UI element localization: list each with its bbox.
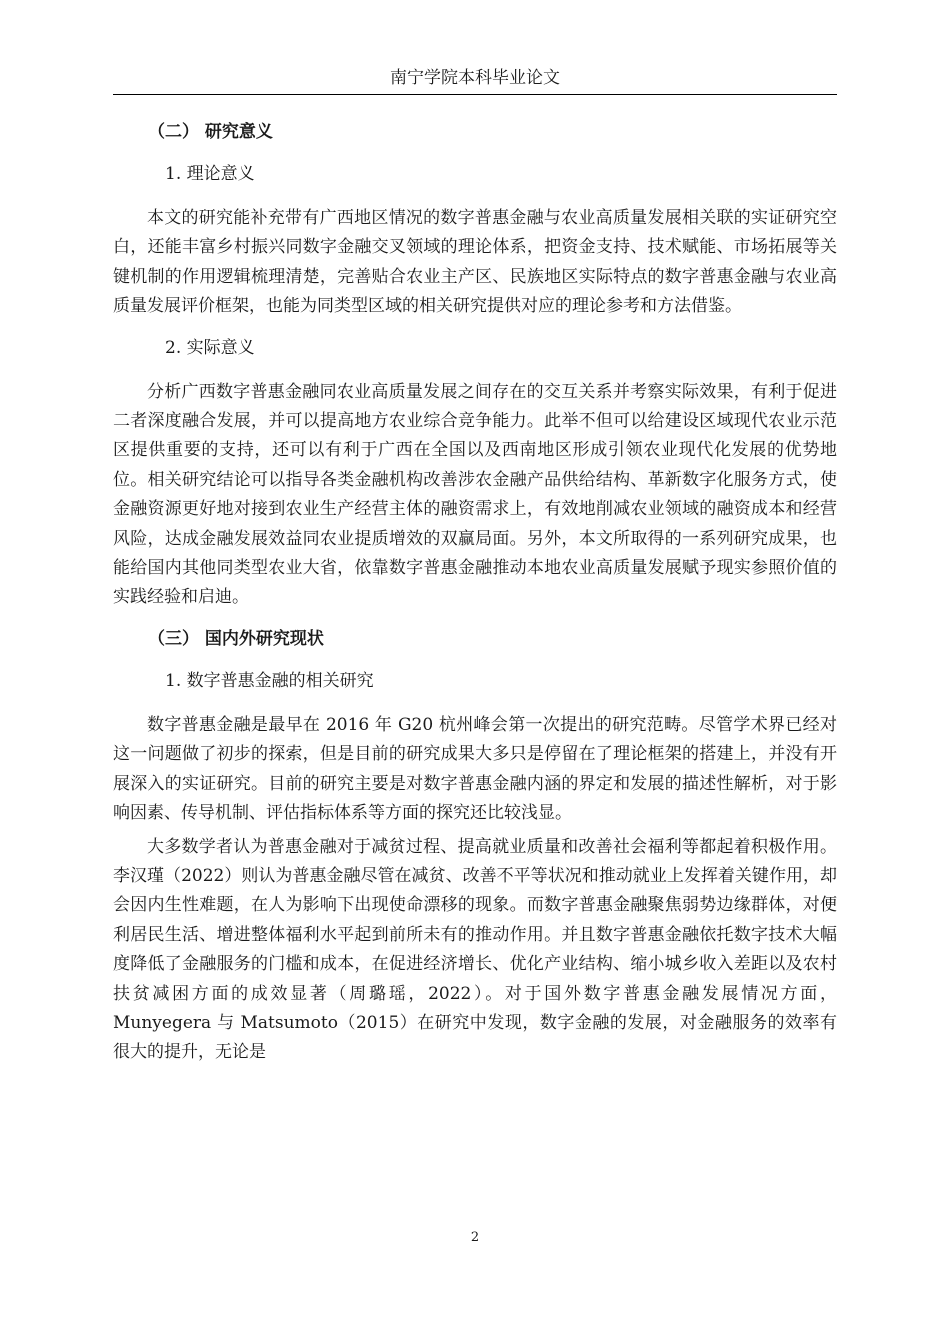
page-header: 南宁学院本科毕业论文	[113, 64, 837, 95]
paragraph-digital-finance-origin: 数字普惠金融是最早在 2016 年 G20 杭州峰会第一次提出的研究范畴。尽管学术界已经对这一问题做了初步的探索，但是目前的研究成果大多只是停留在了理论框架的搭建上，并没有开展深入的实证研究。目前的研究主要是对数字普惠金融内涵的界定和发展的描述性解析，对于影响因素、传导机制、评估指标体系等方面的探究还比较浅显。	[113, 714, 837, 824]
paragraph-digital-finance-effects: 大多数学者认为普惠金融对于减贫过程、提高就业质量和改善社会福利等都起着积极作用。李汉瑾（2022）则认为普惠金融尽管在减贫、改善不平等状况和推动就业上发挥着关键作用，却会因内生性难题，在人为影响下出现使命漂移的现象。而数字普惠金融聚焦弱势边缘群体，对便利居民生活、增进整体福利水平起到前所未有的推动作用。并且数字普惠金融依托数字技术大幅度降低了金融服务的门槛和成本，在促进经济增长、优化产业结构、缩小城乡收入差距以及农村扶贫减困方面的成效显著（周璐瑶，2022）。对于国外数字普惠金融发展情况方面，Munyegera 与 Matsumoto（2015）在研究中发现，数字金融的发展，对金融服务的效率有很大的提升，无论是	[113, 836, 837, 1063]
page-body	[113, 114, 837, 1068]
subsection-heading-theoretical: 1. 理论意义	[165, 164, 255, 184]
paragraph-theoretical-significance: 本文的研究能补充带有广西地区情况的数字普惠金融与农业高质量发展相关联的实证研究空白，还能丰富乡村振兴同数字金融交叉领域的理论体系，把资金支持、技术赋能、市场拓展等关键机制的作用逻辑梳理清楚，完善贴合农业主产区、民族地区实际特点的数字普惠金融与农业高质量发展评价框架，也能为同类型区域的相关研究提供对应的理论参考和方法借鉴。	[113, 208, 837, 317]
paragraph-practical-significance: 分析广西数字普惠金融同农业高质量发展之间存在的交互关系并考察实际效果，有利于促进二者深度融合发展，并可以提高地方农业综合竞争能力。此举不但可以给建设区域现代农业示范区提供重要的支持，还可以有利于广西在全国以及西南地区形成引领农业现代化发展的优势地位。相关研究结论可以指导各类金融机构改善涉农金融产品供给结构、革新数字化服务方式，使金融资源更好地对接到农业生产经营主体的融资需求上，有效地削减农业领域的融资成本和经营风险，达成金融发展效益同农业提质增效的双赢局面。另外，本文所取得的一系列研究成果，也能给国内其他同类型农业大省，依靠数字普惠金融推动本地农业高质量发展赋予现实参照价值的实践经验和启迪。	[113, 381, 837, 608]
page-number: 2	[470, 1230, 480, 1245]
section-heading-research-significance: （二） 研究意义	[148, 122, 273, 142]
subsection-heading-practical: 2. 实际意义	[165, 337, 255, 358]
subsection-heading-digital-finance: 1. 数字普惠金融的相关研究	[165, 670, 374, 691]
section-heading-research-status: （三） 国内外研究现状	[148, 628, 324, 649]
